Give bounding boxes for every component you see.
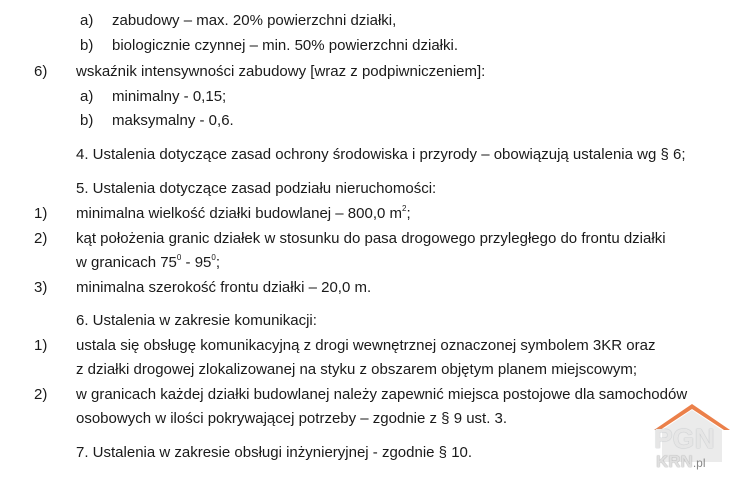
list-marker: 2)	[34, 386, 48, 403]
list-item-text: zabudowy – max. 20% powierzchni działki,	[112, 12, 397, 29]
list-marker: 1)	[34, 337, 48, 354]
watermark-brand: PGN	[654, 423, 715, 454]
section-heading: 5. Ustalenia dotyczące zasad podziału nieruchomości:	[76, 180, 437, 197]
list-marker: a)	[80, 88, 94, 105]
list-item-continuation: w granicach $75^0 - 95^0$;	[76, 253, 220, 271]
list-marker: 6)	[34, 63, 48, 80]
section-heading: 4. Ustalenia dotyczące zasad ochrony środowiska i przyrody – obowiązują ustalenia wg § 6;	[76, 146, 686, 163]
list-marker: 2)	[34, 230, 48, 247]
list-item-text: minimalna wielkość działki budowlanej – 800,0 $m^2$;	[76, 204, 411, 222]
list-marker: b)	[80, 112, 94, 129]
list-marker: b)	[80, 37, 94, 54]
list-item-text: minimalna szerokość frontu działki – 20,0 m.	[76, 279, 372, 296]
section-heading: 7. Ustalenia w zakresie obsługi inżynieryjnej - zgodnie § 10.	[76, 444, 473, 461]
list-item-text: kąt położenia granic działek w stosunku do pasa drogowego przyległego do frontu działki	[76, 230, 666, 247]
section-heading: 6. Ustalenia w zakresie komunikacji:	[76, 312, 317, 329]
pgn-krn-watermark	[646, 400, 736, 474]
list-item-continuation: osobowych w ilości pokrywającej potrzeby – zgodnie z § 9 ust. 3.	[76, 410, 508, 427]
watermark-site: KRN.pl	[656, 452, 706, 471]
list-marker: 1)	[34, 205, 48, 222]
list-item-continuation: z działki drogowej zlokalizowanej na styku z obszarem objętym planem miejscowym;	[76, 361, 638, 378]
list-marker: 3)	[34, 279, 48, 296]
list-item-text: biologicznie czynnej – min. 50% powierzchni działki.	[112, 37, 459, 54]
list-item-text: ustala się obsługę komunikacyjną z drogi wewnętrznej oznaczonej symbolem 3KR oraz	[76, 337, 656, 354]
list-marker: a)	[80, 12, 94, 29]
list-item-text: minimalny - 0,15;	[112, 88, 227, 105]
list-item-text: maksymalny - 0,6.	[112, 112, 234, 129]
list-item-text: w granicach każdej działki budowlanej należy zapewnić miejsca postojowe dla samochodów	[76, 386, 688, 403]
list-item-text: wskaźnik intensywności zabudowy [wraz z podpiwniczeniem]:	[76, 63, 486, 80]
